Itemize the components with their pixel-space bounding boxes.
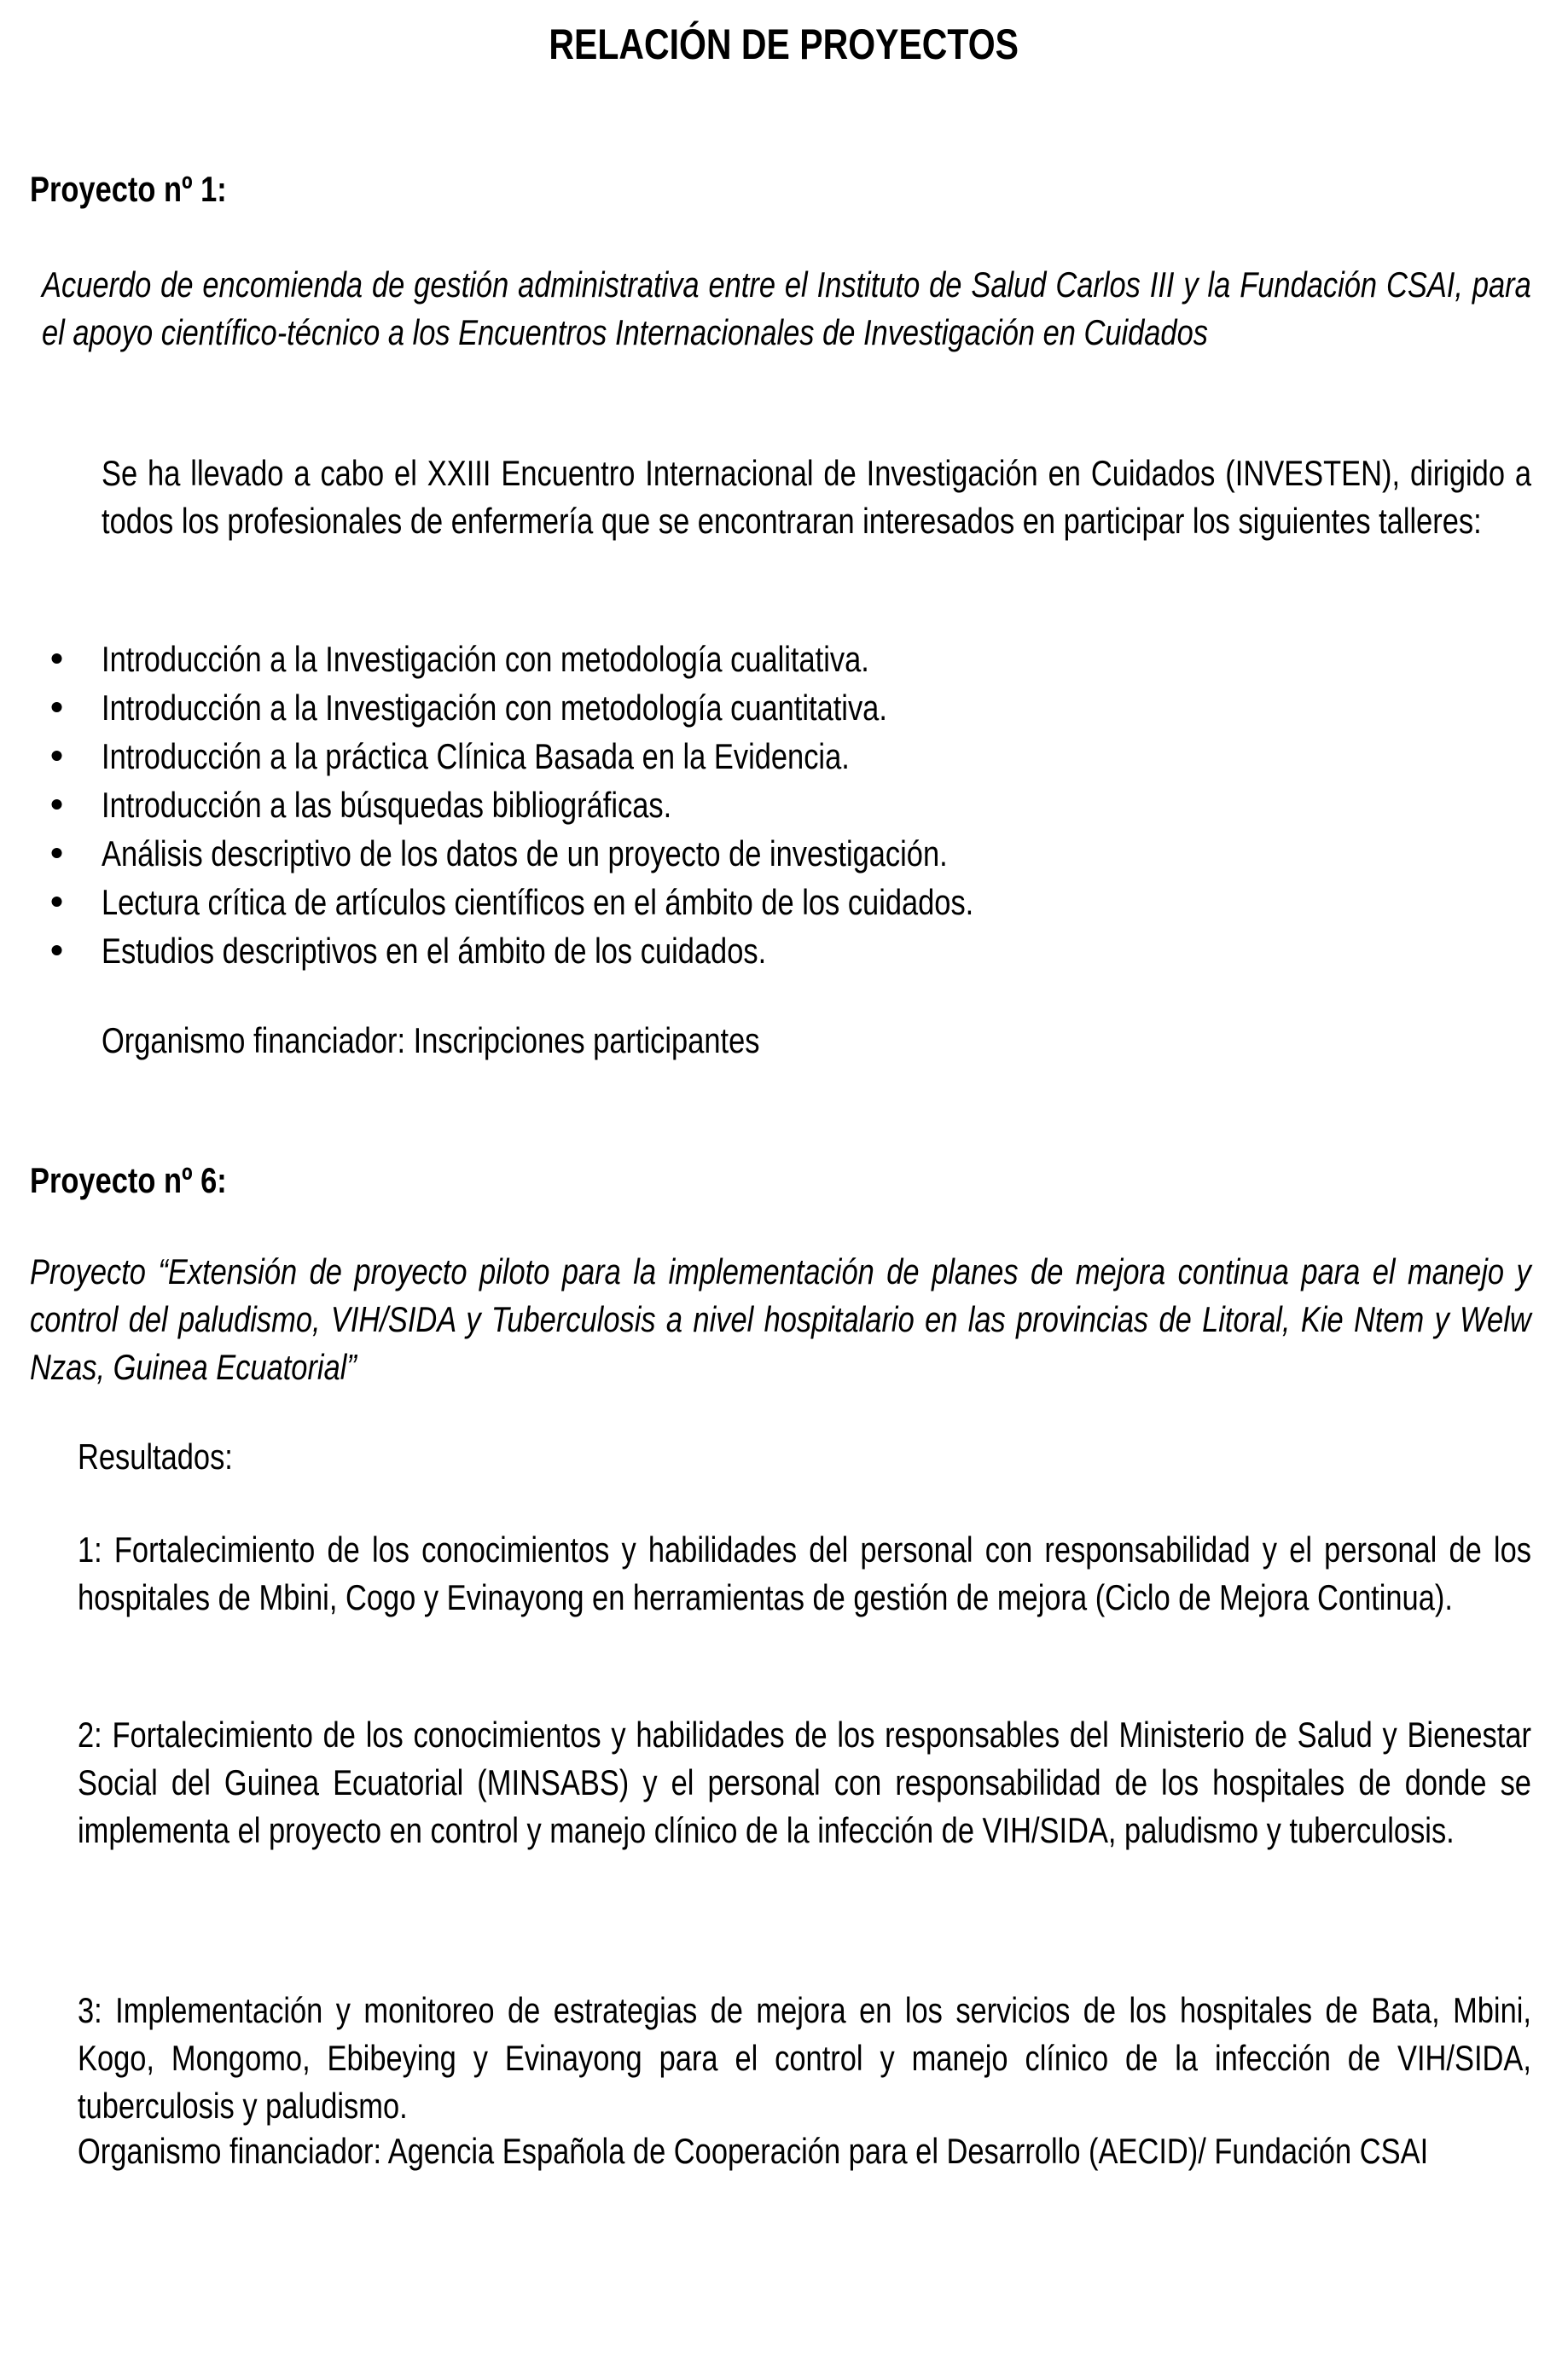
- bullet-icon: [52, 702, 62, 712]
- document-title: RELACIÓN DE PROYECTOS: [549, 20, 1019, 68]
- workshop-item: Introducción a las búsquedas bibliográficas.: [102, 781, 1531, 829]
- workshop-item: Lectura crítica de artículos científicos en el ámbito de los cuidados.: [102, 878, 1531, 926]
- bullet-icon: [52, 799, 62, 810]
- bullet-icon: [52, 848, 62, 858]
- project-1-funding: Organismo financiador: Inscripciones participantes: [102, 1020, 760, 1060]
- workshop-list: [102, 635, 1531, 975]
- result-item: 1: Fortalecimiento de los conocimientos y habilidades del personal con responsabilidad y el personal de los hospitales de Mbini, Cogo y Evinayong en herramientas de gestión de mejora (Ciclo de Mejora Continua).: [78, 1529, 1531, 1617]
- bullet-icon: [52, 653, 62, 664]
- workshop-item: Introducción a la Investigación con metodología cuantitativa.: [102, 683, 1531, 732]
- project-1-heading: Proyecto nº 1:: [30, 169, 227, 209]
- project-1-description: Acuerdo de encomienda de gestión administrativa entre el Instituto de Salud Carlos III y la Fundación CSAI, para el apoyo científico-técnico a los Encuentros Internacionales de Investigación en Cuidados: [42, 264, 1531, 352]
- bullet-icon: [52, 897, 62, 907]
- workshop-item: Introducción a la práctica Clínica Basada en la Evidencia.: [102, 732, 1531, 781]
- result-item: 2: Fortalecimiento de los conocimientos y habilidades de los responsables del Ministerio de Salud y Bienestar Social del Guinea Ecuatorial (MINSABS) y el personal con responsabilidad de los hospitales de donde se implementa el proyecto en control y manejo clínico de la infección de VIH/SIDA, paludismo y tuberculosis.: [78, 1715, 1531, 1850]
- project-6-heading: Proyecto nº 6:: [30, 1160, 227, 1200]
- workshop-item: Introducción a la Investigación con metodología cualitativa.: [102, 635, 1531, 683]
- project-1-summary: Se ha llevado a cabo el XXIII Encuentro Internacional de Investigación en Cuidados (INVESTEN), dirigido a todos los profesionales de enfermería que se encontraran interesados en participar los siguientes talleres:: [102, 453, 1532, 541]
- bullet-icon: [52, 751, 62, 761]
- result-item: 3: Implementación y monitoreo de estrategias de mejora en los servicios de los hospitales de Bata, Mbini, Kogo, Mongomo, Ebibeying y Evinayong para el control y manejo clínico de la infección de VIH/SIDA, tuberculosis y paludismo.: [78, 1990, 1531, 2126]
- project-6-funding: Organismo financiador: Agencia Española de Cooperación para el Desarrollo (AECID)/ Fundación CSAI: [78, 2131, 1429, 2171]
- bullet-icon: [52, 945, 62, 955]
- workshop-item: Estudios descriptivos en el ámbito de los cuidados.: [102, 926, 1531, 975]
- results-label: Resultados:: [78, 1436, 233, 1477]
- project-6-description: Proyecto “Extensión de proyecto piloto para la implementación de planes de mejora continua para el manejo y control del paludismo, VIH/SIDA y Tuberculosis a nivel hospitalario en las provincias de Litoral, Kie Ntem y Welw Nzas, Guinea Ecuatorial”: [30, 1251, 1531, 1387]
- workshop-item: Análisis descriptivo de los datos de un proyecto de investigación.: [102, 829, 1531, 878]
